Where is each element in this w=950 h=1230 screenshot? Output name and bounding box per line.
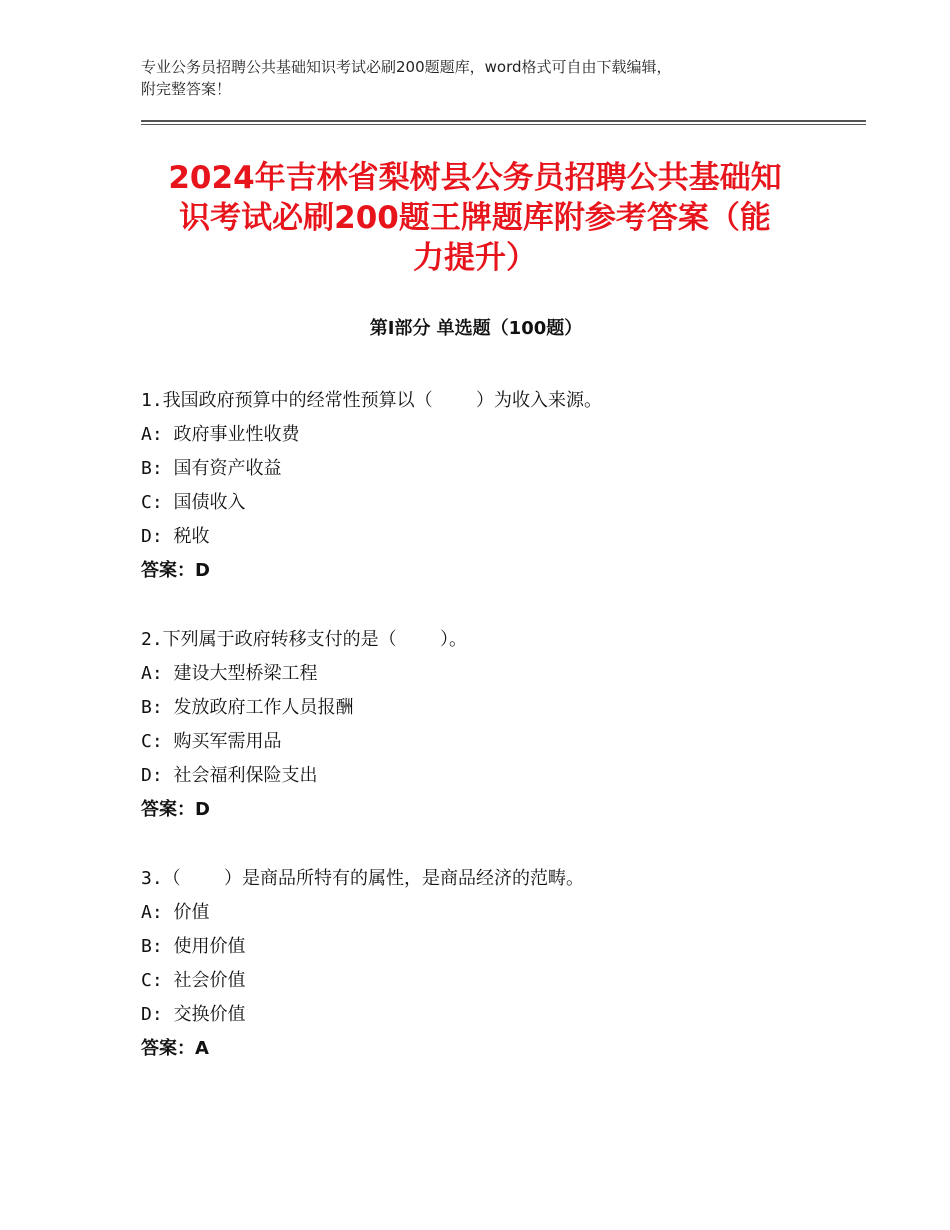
option-d: D: 税收 <box>141 526 210 547</box>
question-list <box>141 384 841 1101</box>
question-2 <box>141 623 841 827</box>
header-divider-thin <box>141 124 866 125</box>
option-b: B: 使用价值 <box>141 936 246 957</box>
document-title-line3: 力提升） <box>413 240 537 276</box>
option-b: B: 发放政府工作人员报酬 <box>141 697 354 718</box>
option-a: A: 建设大型桥梁工程 <box>141 663 318 684</box>
question-stem: 3.（ ）是商品所特有的属性，是商品经济的范畴。 <box>141 868 585 889</box>
section-heading: 第I部分 单选题（100题） <box>369 318 583 339</box>
answer-label: 答案：D <box>141 560 210 581</box>
header-note-line2: 附完整答案！ <box>141 80 232 98</box>
header-note-line1: 专业公务员招聘公共基础知识考试必刷200题题库，word格式可自由下载编辑， <box>141 58 672 76</box>
question-stem: 2.下列属于政府转移支付的是（ ）。 <box>141 629 468 650</box>
question-3 <box>141 862 841 1066</box>
answer-label: 答案：D <box>141 799 210 820</box>
header-divider-thick <box>141 120 866 122</box>
question-1 <box>141 384 841 588</box>
option-a: A: 政府事业性收费 <box>141 424 300 445</box>
option-d: D: 交换价值 <box>141 1004 246 1025</box>
option-d: D: 社会福利保险支出 <box>141 765 318 786</box>
option-b: B: 国有资产收益 <box>141 458 282 479</box>
document-title-line2: 识考试必刷200题王牌题库附参考答案（能 <box>179 200 771 236</box>
document-title-line1: 2024年吉林省梨树县公务员招聘公共基础知 <box>168 160 782 196</box>
option-c: C: 国债收入 <box>141 492 246 513</box>
header-note <box>141 56 841 100</box>
document-title <box>120 158 830 278</box>
question-stem: 1.我国政府预算中的经常性预算以（ ）为收入来源。 <box>141 390 603 411</box>
option-c: C: 社会价值 <box>141 970 246 991</box>
option-a: A: 价值 <box>141 902 210 923</box>
answer-label: 答案：A <box>141 1038 209 1059</box>
option-c: C: 购买军需用品 <box>141 731 282 752</box>
